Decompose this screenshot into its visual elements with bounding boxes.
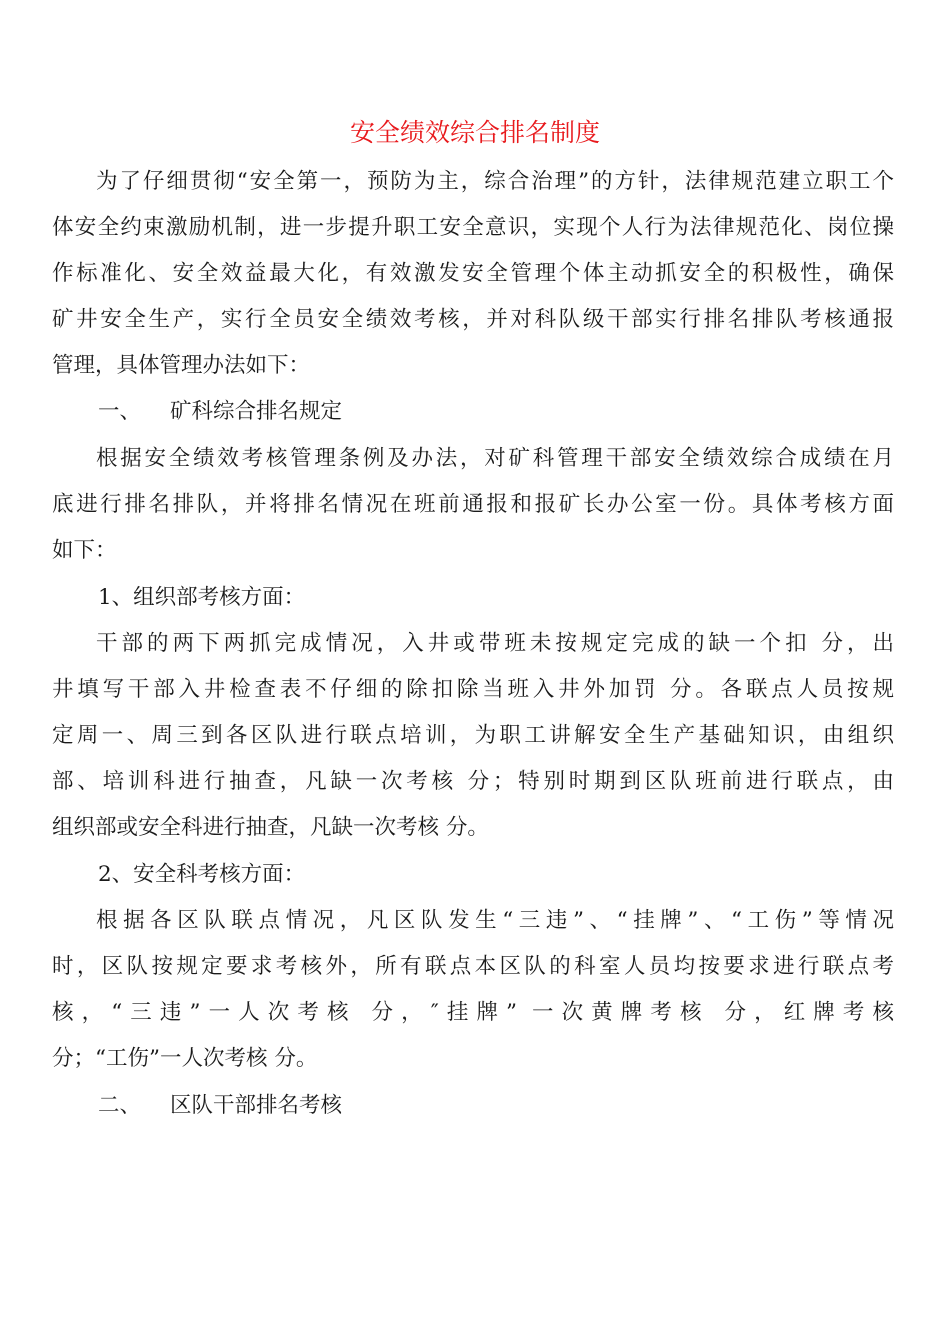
subsection-2-line-4: 分；“工伤”一人次考核 分。 — [52, 1046, 318, 1071]
subsection-1-line-5: 组织部或安全科进行抽查，凡缺一次考核 分。 — [52, 815, 489, 840]
section-1-line-3: 如下： — [52, 538, 117, 563]
subsection-1-line-3: 定周一、周三到各区队进行联点培训，为职工讲解安全生产基础知识，由组织 — [52, 723, 894, 748]
intro-line-3: 作标准化、安全效益最大化，有效激发安全管理个体主动抓安全的积极性，确保 — [52, 261, 894, 286]
document-title: 安全绩效综合排名制度 — [349, 118, 600, 147]
section-1-number: 一、 — [98, 399, 142, 424]
subsection-1-heading: 1、组织部考核方面： — [98, 585, 306, 610]
subsection-2-line-1: 根据各区队联点情况，凡区队发生“三违”、“挂牌”、“工伤”等情况 — [96, 908, 894, 933]
subsection-1-line-2: 井填写干部入井检查表不仔细的除扣除当班入井外加罚 分。各联点人员按规 — [52, 677, 894, 702]
subsection-1-line-4: 部、培训科进行抽查，凡缺一次考核 分；特别时期到区队班前进行联点，由 — [52, 769, 894, 794]
intro-line-4: 矿井安全生产，实行全员安全绩效考核，并对科队级干部实行排名排队考核通报 — [52, 307, 894, 332]
intro-line-2: 体安全约束激励机制，进一步提升职工安全意识，实现个人行为法律规范化、岗位操 — [52, 215, 894, 240]
section-1-line-1: 根据安全绩效考核管理条例及办法，对矿科管理干部安全绩效综合成绩在月 — [96, 446, 894, 471]
section-1-heading — [98, 389, 342, 435]
subsection-2-line-2: 时，区队按规定要求考核外，所有联点本区队的科室人员均按要求进行联点考 — [52, 954, 894, 979]
intro-line-5: 管理，具体管理办法如下： — [52, 353, 311, 378]
section-2-number: 二、 — [98, 1093, 142, 1118]
section-1-line-2: 底进行排名排队，并将排名情况在班前通报和报矿长办公室一份。具体考核方面 — [52, 492, 894, 517]
subsection-2-line-3: 核，“三违”一人次考核 分，″挂牌” 一次黄牌考核 分，红牌考核 — [52, 1000, 894, 1025]
subsection-1-line-1: 干部的两下两抓完成情况，入井或带班未按规定完成的缺一个扣 分，出 — [96, 631, 894, 656]
section-2-heading — [98, 1083, 342, 1129]
section-2-text: 区队干部排名考核 — [170, 1093, 343, 1118]
subsection-2-heading: 2、安全科考核方面： — [98, 862, 306, 887]
section-1-text: 矿科综合排名规定 — [170, 399, 343, 424]
intro-line-1: 为了仔细贯彻“安全第一，预防为主，综合治理”的方针，法律规范建立职工个 — [96, 169, 894, 194]
